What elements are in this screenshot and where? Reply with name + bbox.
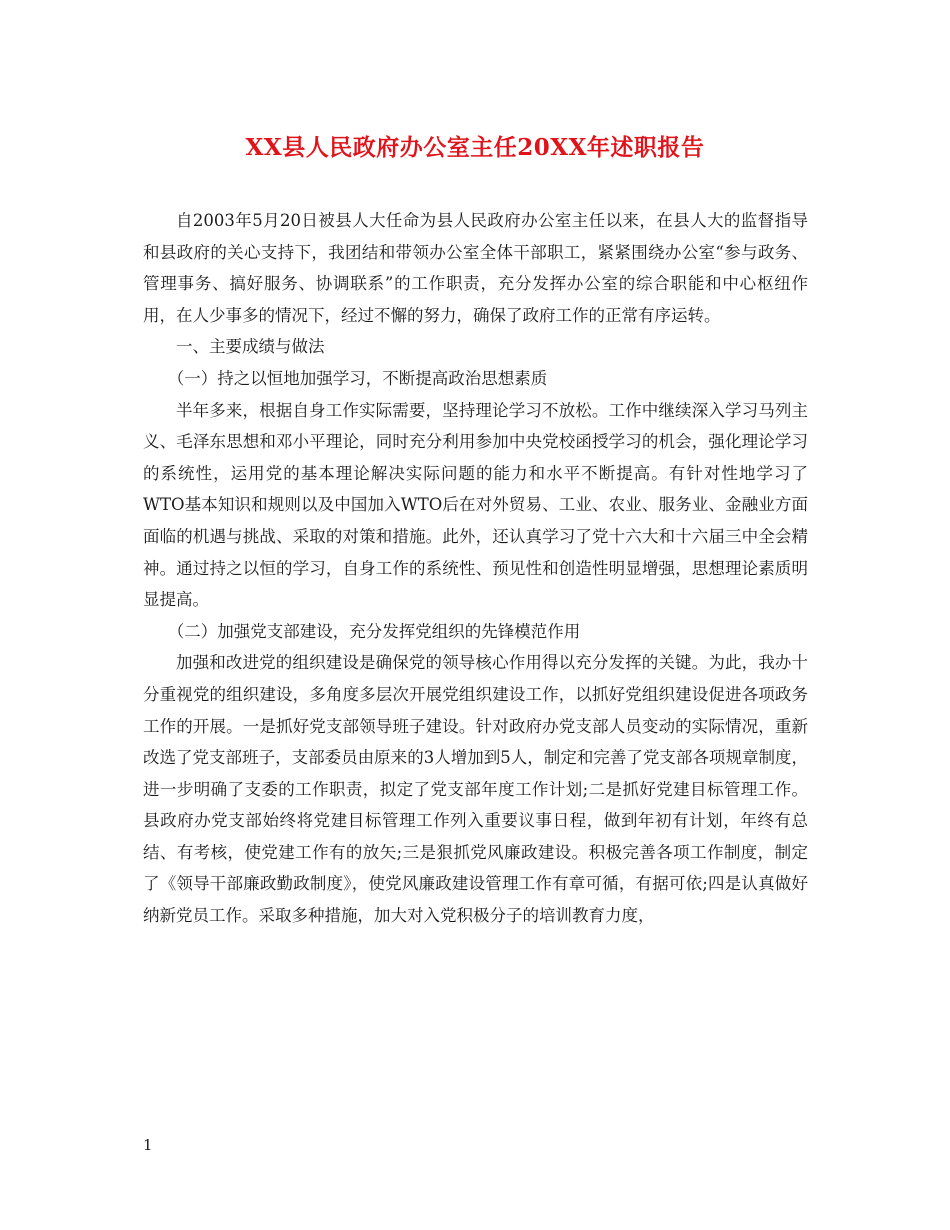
paragraph-intro: 自2003年5月20日被县人大任命为县人民政府办公室主任以来，在县人大的监督指导和县政府的关心支持下，我团结和带领办公室全体干部职工，紧紧围绕办公室“参与政务、管理事务、搞好服务、协调联系”的工作职责，充分发挥办公室的综合职能和中心枢纽作用，在人少事多的情况下，经过不懈的努力，确保了政府工作的正常有序运转。 — [143, 211, 808, 325]
document-title: XX县人民政府办公室主任20XX年述职报告 — [245, 134, 705, 161]
paragraph-study: 半年多来，根据自身工作实际需要，坚持理论学习不放松。工作中继续深入学习马列主义、毛泽东思想和邓小平理论，同时充分利用参加中央党校函授学习的机会，强化理论学习的系统性，运用党的基本理论解决实际问题的能力和水平不断提高。有针对性地学习了WTO基本知识和规则以及中国加入WTO后在对外贸易、工业、农业、服务业、金融业方面面临的机遇与挑战、采取的对策和措施。此外，还认真学习了党十六大和十六届三中全会精神。通过持之以恒的学习，自身工作的系统性、预见性和创造性明显增强，思想理论素质明显提高。 — [143, 400, 808, 610]
document-body — [143, 205, 808, 932]
subsection-heading-study: （一）持之以恒地加强学习，不断提高政治思想素质 — [167, 368, 548, 388]
page-number: 1 — [143, 1136, 153, 1154]
section-heading-achievements: 一、主要成绩与做法 — [176, 337, 325, 357]
paragraph-party-branch: 加强和改进党的组织建设是确保党的领导核心作用得以充分发挥的关键。为此，我办十分重视党的组织建设，多角度多层次开展党组织建设工作，以抓好党组织建设促进各项政务工作的开展。一是抓好党支部领导班子建设。针对政府办党支部人员变动的实际情况，重新改选了党支部班子，支部委员由原来的3人增加到5人，制定和完善了党支部各项规章制度，进一步明确了支委的工作职责，拟定了党支部年度工作计划;二是抓好党建目标管理工作。县政府办党支部始终将党建目标管理工作列入重要议事日程，做到年初有计划，年终有总结、有考核，使党建工作有的放矢;三是狠抓党风廉政建设。积极完善各项工作制度，制定了《领导干部廉政勤政制度》，使党风廉政建设管理工作有章可循，有据可依;四是认真做好纳新党员工作。采取多种措施，加大对入党积极分子的培训教育力度， — [143, 653, 808, 926]
subsection-heading-party-branch: （二）加强党支部建设，充分发挥党组织的先锋模范作用 — [167, 621, 581, 641]
